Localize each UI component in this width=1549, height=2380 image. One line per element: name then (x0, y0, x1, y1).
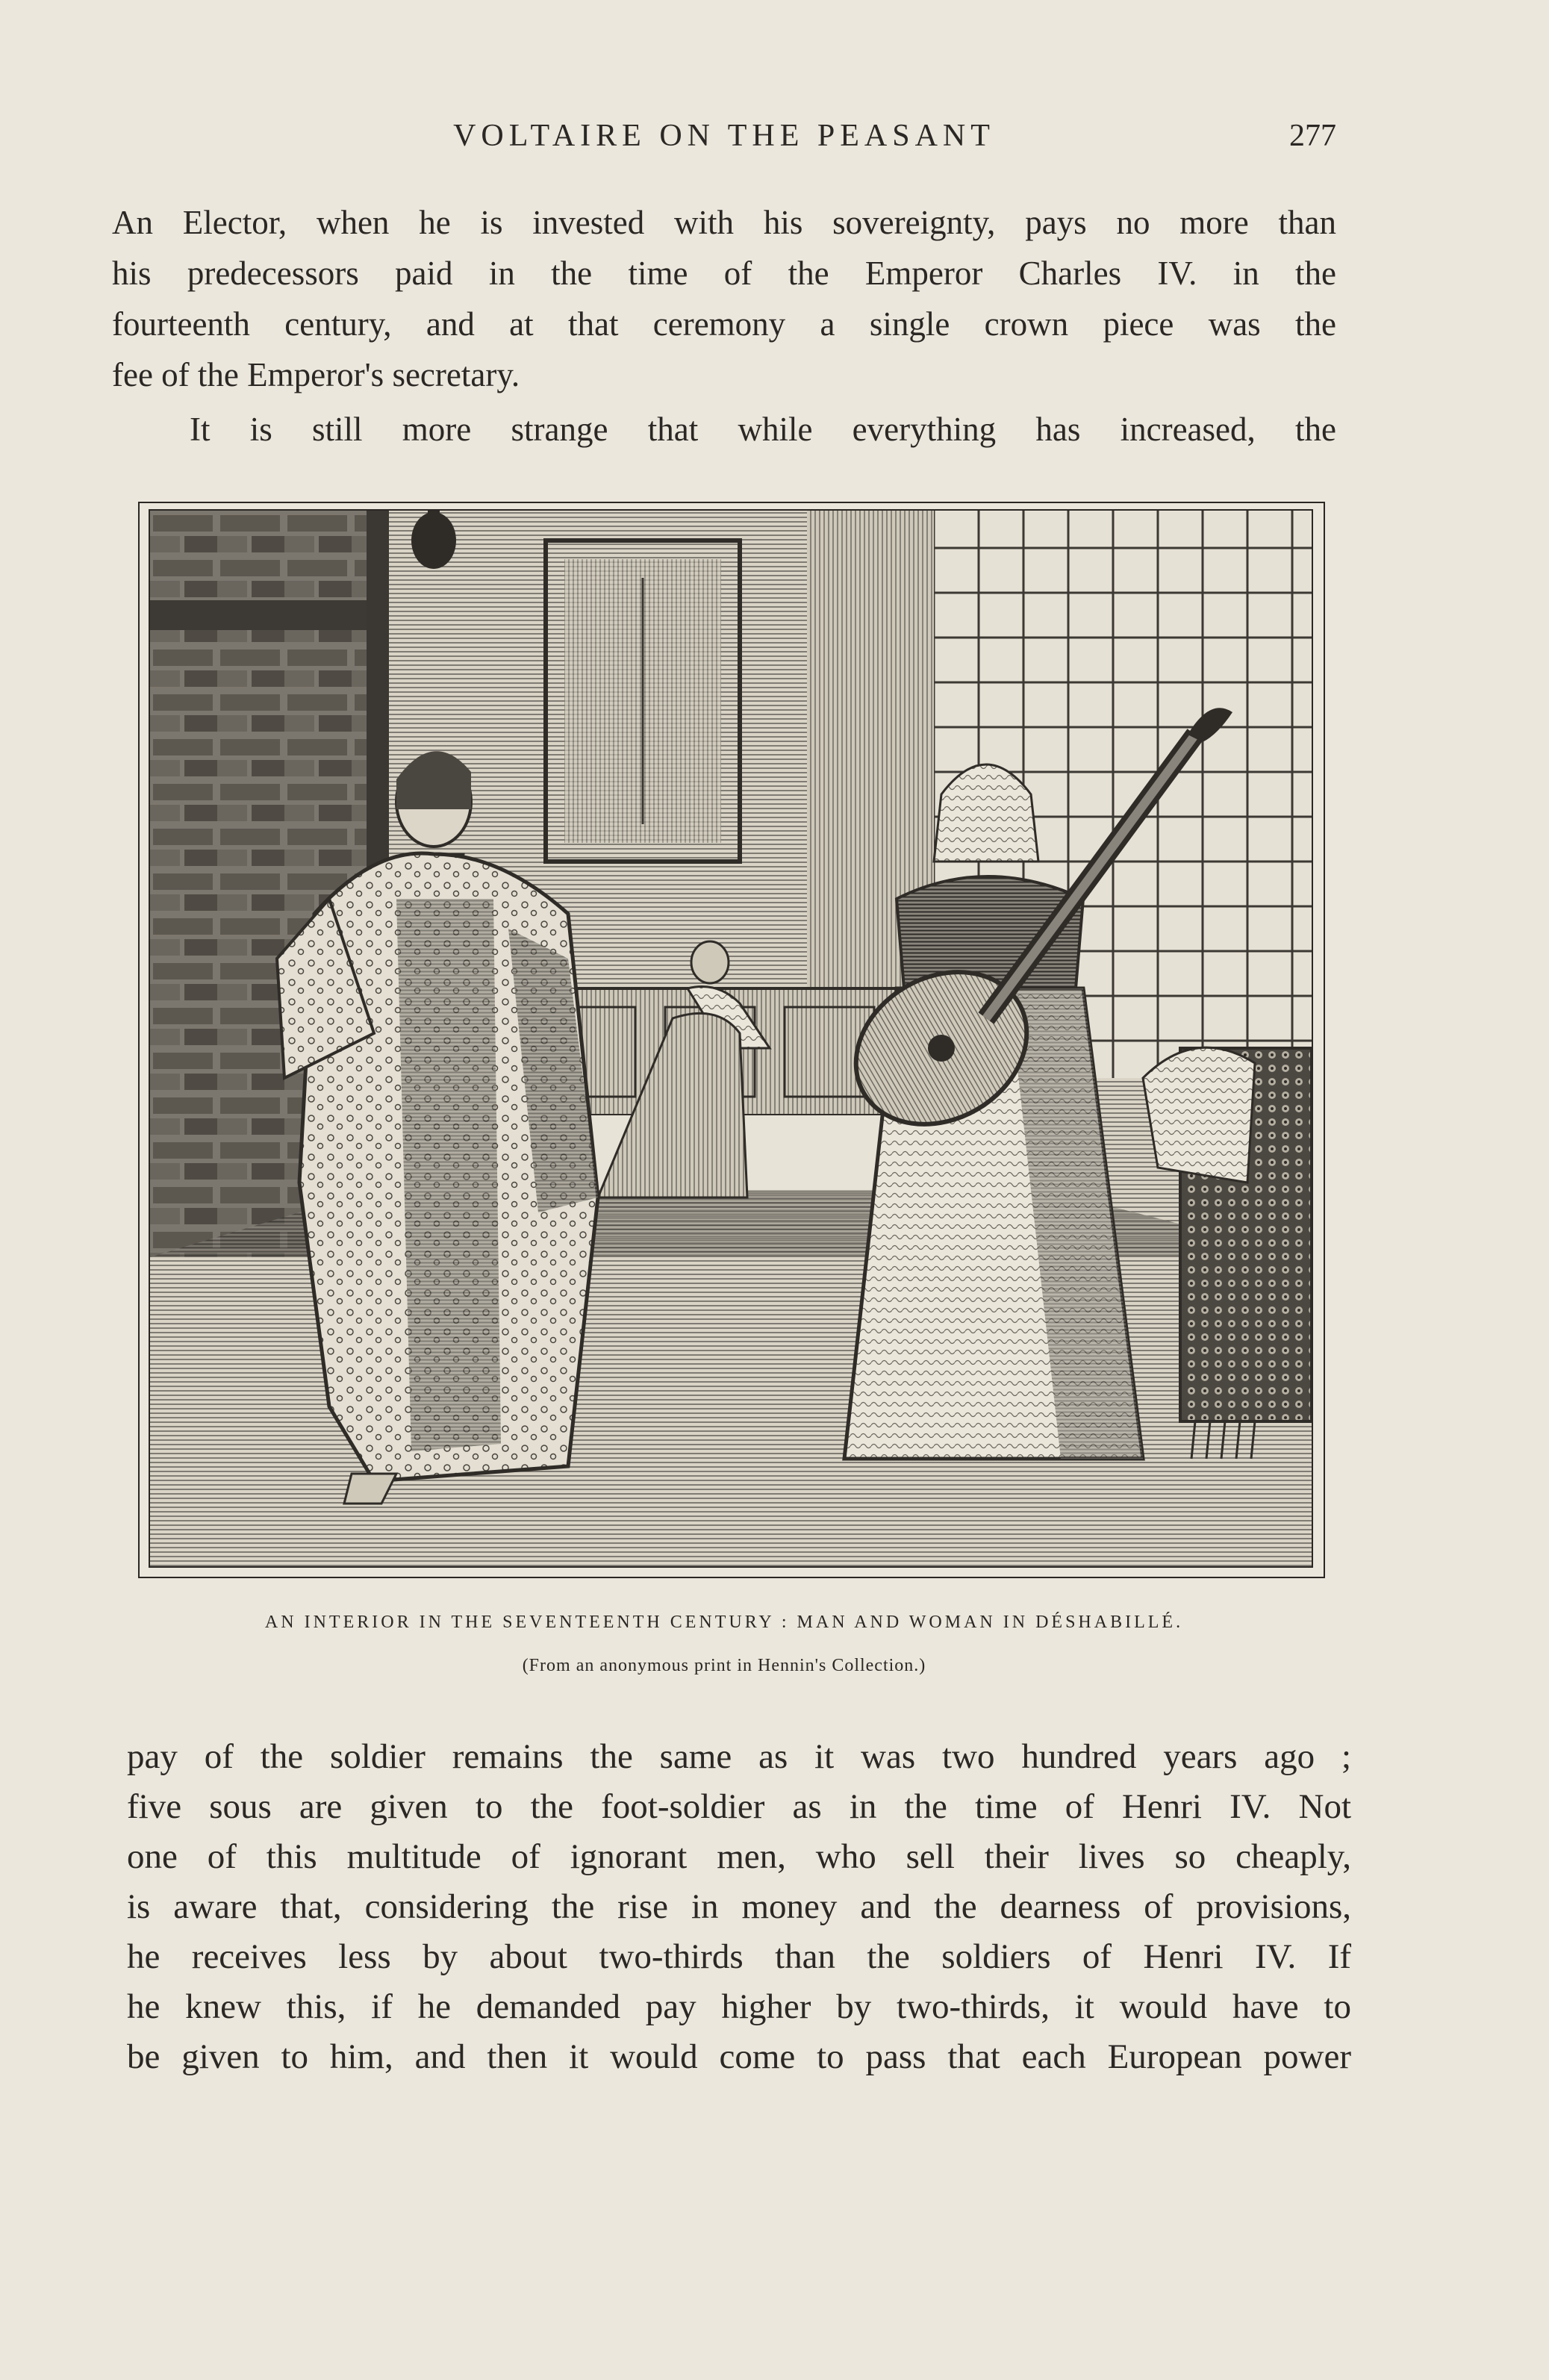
text-line: pay of the soldier remains the same as it was two hundred years ago ; (127, 1737, 1351, 1776)
text-line: fourteenth century, and at that ceremony a single crown piece was the (112, 305, 1336, 343)
engraving-figure (138, 502, 1325, 1578)
paragraph-top-continued (112, 404, 1336, 455)
text-line: It is still more strange that while everything has increased, the (190, 411, 1336, 448)
text-line: his predecessors paid in the time of the Emperor Charles IV. in the (112, 255, 1336, 292)
page-number: 277 (1289, 119, 1336, 153)
text-line: he receives less by about two-thirds than the soldiers of Henri IV. If (127, 1937, 1351, 1976)
engraving-illustration (149, 509, 1313, 1568)
text-line: An Elector, when he is invested with his sovereignty, pays no more than (112, 204, 1336, 241)
text-line: five sous are given to the foot-soldier as in the time of Henri IV. Not (127, 1787, 1351, 1826)
text-line: fee of the Emperor's secretary. (112, 356, 520, 393)
running-head (112, 118, 1336, 163)
figure-credit: (From an anonymous print in Hennin's Collection.) (522, 1656, 926, 1675)
text-line: he knew this, if he demanded pay higher by two-thirds, it would have to (127, 1987, 1351, 2026)
paragraph-top (112, 197, 1336, 400)
figure-caption: AN INTERIOR IN THE SEVENTEENTH CENTURY : MAN AND WOMAN IN DÉSHABILLÉ. (264, 1613, 1184, 1632)
text-line: be given to him, and then it would come to pass that each European power (127, 2037, 1351, 2076)
text-line: one of this multitude of ignorant men, who sell their lives so cheaply, (127, 1837, 1351, 1876)
paragraph-bottom (127, 1732, 1351, 2082)
engraving-image (150, 511, 1312, 1566)
text-line: is aware that, considering the rise in money and the dearness of provisions, (127, 1887, 1351, 1926)
running-title: VOLTAIRE ON THE PEASANT (453, 119, 995, 153)
